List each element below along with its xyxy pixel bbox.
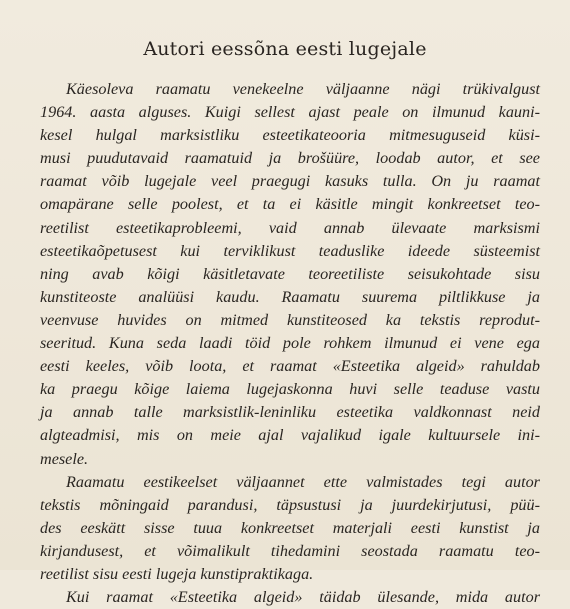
- text-line: ka praegu kõige laiema lugejaskonna huvi selle teaduse vastu: [40, 380, 540, 399]
- text-line: 1964. aasta alguses. Kuigi sellest ajast peale on ilmunud kauni-: [40, 103, 540, 122]
- page-title: Autori eessõna eesti lugejale: [143, 38, 427, 60]
- text-line: esteetikaõpetusest kui terviklikust teaduslike ideede süsteemist: [40, 241, 540, 260]
- text-line: kesel hulgal marksistliku esteetikateooria mitmesuguseid küsi-: [40, 126, 540, 145]
- text-line: mesele.: [40, 449, 89, 468]
- body-text: [40, 78, 540, 609]
- text-line: eesti keeles, võib loota, et raamat «Esteetika algeid» rahuldab: [40, 357, 540, 376]
- text-line: tekstis mõningaid parandusi, täpsustusi ja juurdekirjutusi, püü-: [40, 495, 540, 514]
- text-line: Raamatu eestikeelset väljaannet ette valmistades tegi autor: [66, 472, 540, 491]
- text-line: Kui raamat «Esteetika algeid» täidab ülesande, mida autor: [66, 588, 540, 607]
- text-line: musi puudutavaid raamatuid ja brošüüre, loodab autor, et see: [40, 149, 540, 168]
- text-line: veenvuse huvides on mitmed kunstiteosed ka tekstis reprodut-: [40, 310, 540, 329]
- text-line: des eeskätt sisse tuua konkreetset materjali eesti kunstist ja: [40, 518, 540, 537]
- text-line: kirjandusest, et võimalikult tihedamini seostada raamatu teo-: [40, 541, 540, 560]
- text-line: algteadmisi, mis on meie ajal vajalikud igale kultuursele ini-: [40, 426, 540, 445]
- text-line: reetilist esteetikaprobleemi, vaid annab ülevaate marksismi: [40, 218, 540, 237]
- text-line: reetilist sisu eesti lugeja kunstipraktikaga.: [40, 564, 314, 583]
- text-line: seeritud. Kuna seda laadi töid pole rohkem ilmunud ei vene ega: [40, 334, 540, 353]
- text-line: ning avab kõigi käsitletavate teoreetiliste seisukohtade sisu: [40, 264, 540, 283]
- text-line: omapärane selle poolest, et ta ei käsitle mingit konkreetset teo-: [40, 195, 540, 214]
- text-line: ja annab talle marksistlik-leninliku esteetika valdkonnast neid: [40, 403, 540, 422]
- text-line: Käesoleva raamatu venekeelne väljaanne nägi trükivalgust: [66, 80, 540, 98]
- text-line: kunstiteoste analüüsi kaudu. Raamatu suurema piltlikkuse ja: [40, 287, 540, 306]
- text-line: raamat võib lugejale veel praegugi kasuks tulla. On ju raamat: [40, 172, 540, 191]
